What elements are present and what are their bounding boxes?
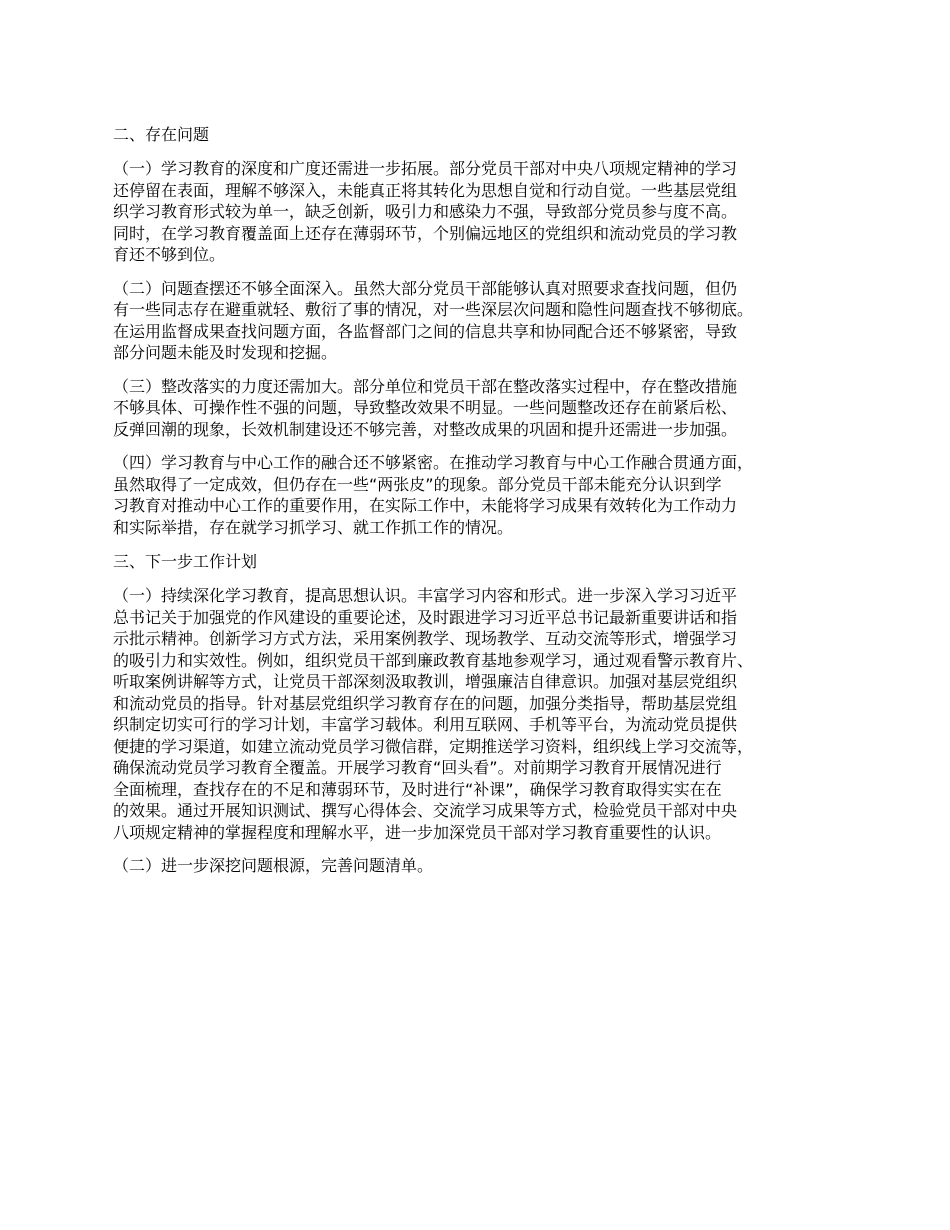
text-line: 便捷的学习渠道，如建立流动党员学习微信群，定期推送学习资料，组织线上学习交流等，: [113, 736, 754, 756]
text-line: （一）学习教育的深度和广度还需进一步拓展。部分党员干部对中央八项规定精神的学习: [113, 159, 738, 178]
paragraph-plan-2: [113, 855, 855, 877]
text-line: 织学习教育形式较为单一，缺乏创新，吸引力和感染力不强，导致部分党员参与度不高。: [113, 202, 738, 221]
paragraph-problem-2: [113, 278, 855, 364]
text-line: 部分问题未能及时发现和挖掘。: [113, 343, 338, 362]
paragraph-problem-3: [113, 376, 855, 441]
text-line: 育还不够到位。: [113, 245, 226, 264]
text-line: 不够具体、可操作性不强的问题，导致整改效果不明显。一些问题整改还存在前紧后松、: [113, 398, 738, 417]
text-line: （一）持续深化学习教育，提高思想认识。丰富学习内容和形式。进一步深入学习习近平: [113, 586, 738, 605]
text-line: 还停留在表面，理解不够深入，未能真正将其转化为思想自觉和行动自觉。一些基层党组: [113, 180, 738, 200]
text-line: （二）进一步深挖问题根源，完善问题清单。: [113, 856, 434, 875]
text-line: 示批示精神。创新学习方式方法，采用案例教学、现场教学、互动交流等形式，增强学习: [113, 629, 738, 648]
text-line: （三）整改落实的力度还需加大。部分单位和党员干部在整改落实过程中，存在整改措施: [113, 376, 738, 396]
paragraph-problem-1: [113, 158, 855, 266]
section-heading-problems: 二、存在问题: [113, 125, 210, 144]
text-line: 的吸引力和实效性。例如，组织党员干部到廉政教育基地参观学习，通过观看警示教育片、: [113, 650, 754, 670]
text-line: 和实际举措，存在就学习抓学习、就工作抓工作的情况。: [113, 517, 514, 537]
text-line: 听取案例讲解等方式，让党员干部深刻汲取教训，增强廉洁自律意识。加强对基层党组织: [113, 672, 738, 691]
text-line: 八项规定精神的掌握程度和理解水平，进一步加深党员干部对学习教育重要性的认识。: [113, 822, 722, 842]
text-line: 和流动党员的指导。针对基层党组织学习教育存在的问题，加强分类指导，帮助基层党组: [113, 693, 738, 713]
text-line: 全面梳理，查找存在的不足和薄弱环节，及时进行“补课”，确保学习教育取得实实在在: [113, 779, 722, 799]
document-page: [113, 123, 855, 889]
text-line: （二）问题查摆还不够全面深入。虽然大部分党员干部能够认真对照要求查找问题，但仍: [113, 278, 738, 298]
text-line: （四）学习教育与中心工作的融合还不够紧密。在推动学习教育与中心工作融合贯通方面，: [113, 453, 754, 472]
section-heading-next-steps: 三、下一步工作计划: [113, 552, 258, 571]
paragraph-plan-1: [113, 585, 855, 843]
text-line: 总书记关于加强党的作风建设的重要论述，及时跟进学习习近平总书记最新重要讲话和指: [113, 607, 738, 627]
text-line: 在运用监督成果查找问题方面，各监督部门之间的信息共享和协同配合还不够紧密，导致: [113, 321, 738, 341]
text-line: 确保流动党员学习教育全覆盖。开展学习教育“回头看”。对前期学习教育开展情况进行: [113, 758, 722, 777]
text-line: 习教育对推动中心工作的重要作用，在实际工作中，未能将学习成果有效转化为工作动力: [113, 496, 738, 515]
text-line: 有一些同志存在避重就轻、敷衍了事的情况，对一些深层次问题和隐性问题查找不够彻底。: [113, 300, 754, 319]
text-line: 同时，在学习教育覆盖面上还存在薄弱环节，个别偏远地区的党组织和流动党员的学习教: [113, 223, 738, 243]
text-line: 虽然取得了一定成效，但仍存在一些“两张皮”的现象。部分党员干部未能充分认识到学: [113, 474, 722, 494]
paragraph-problem-4: [113, 452, 855, 538]
text-line: 的效果。通过开展知识测试、撰写心得体会、交流学习成果等方式，检验党员干部对中央: [113, 801, 738, 820]
text-line: 织制定切实可行的学习计划，丰富学习载体。利用互联网、手机等平台，为流动党员提供: [113, 715, 738, 734]
text-line: 反弹回潮的现象，长效机制建设还不够完善，对整改成果的巩固和提升还需进一步加强。: [113, 419, 738, 439]
